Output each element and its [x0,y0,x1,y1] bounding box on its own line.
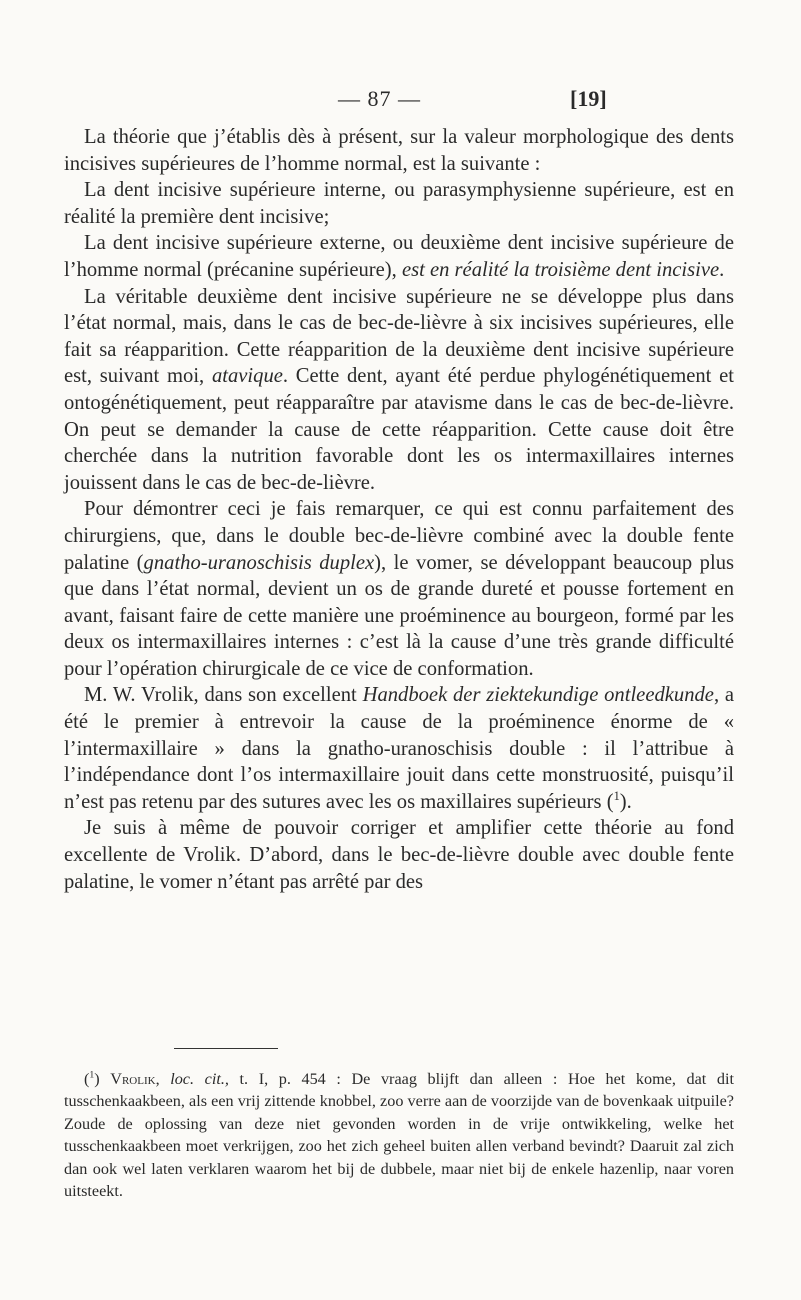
paragraph: M. W. Vrolik, dans son excellent Handboek der ziektekundige ontleedkunde, a été le premier à entrevoir la cause de la proéminence énorme de « l’intermaxillaire » dans la gnatho-uranoschisis double : il l’attribue à l’indépendance dont l’os intermaxillaire jouit dans cette monstruosité, puisqu’il n’est pas retenu par des sutures avec les os maxillaires supérieurs ($^1$). [64,684,735,813]
paragraph: Je suis à même de pouvoir corriger et amplifier cette théorie au fond excellente de Vrolik. D’abord, dans le bec-de-lièvre double avec double fente palatine, le vomer n’étant pas arrêté par des [64,817,734,893]
footnote-author: Vrolik [110,1070,156,1088]
emphasis: gnatho-uranoschisis duplex [143,551,375,574]
page-number: — 87 — [338,86,421,111]
paragraph: La théorie que j’établis dès à présent, sur la valeur morphologique des dents incisives supérieures de l’homme normal, est la suivante : [64,126,734,175]
section-number: [19] [570,86,607,111]
footnote [64,1068,734,1202]
page-header [0,86,801,120]
emphasis: atavique [211,365,283,388]
footnote-text: ($^1$) Vrolik, loc. cit., t. I, p. 454 : De vraag blijft dan alleen : Hoe het kome, dat dit tusschenkaakbeen, als een vrij zittende knobbel, zoo verre aan de voorzijde van de bovenkaak uitpuile? Zoude de oplossing van deze niet gevonden worden in de vrije ontwikkeling, welke het tusschenkaakbeen moet verkrijgen, zoo het zich geheel buiten allen verband bevindt? Daaruit zal zich dan ook wel laten verklaren waarom het bij de dubbele, maar niet bij de enkele hazenlip, naar voren uitsteekt. [64,1069,734,1201]
body-text [64,124,734,895]
footnote-marker: 1 [89,1069,95,1081]
paragraph: Pour démontrer ceci je fais remarquer, ce qui est connu parfaitement des chirurgiens, que, dans le double bec-de-lièvre combiné avec la double fente palatine (gnatho-uranoschisis duplex), le vomer, se développant beaucoup plus que dans l’état normal, devient un os de grande dureté et pousse fortement en avant, faisant faire de cette manière une proéminence au bourgeon, formé par les deux os intermaxillaires internes : c’est là la cause d’une très grande difficulté pour l’opération chirurgicale de ce vice de conformation. [64,498,735,680]
footnote-divider [174,1048,278,1049]
paragraph: La dent incisive supérieure interne, ou parasymphysienne supérieure, est en réalité la première dent incisive; [64,179,734,228]
paragraph: La dent incisive supérieure externe, ou deuxième dent incisive supérieure de l’homme normal (précanine supérieure), est en réalité la troisième dent incisive. [64,232,734,281]
footnote-reference: 1 [613,788,620,803]
book-title: Handboek der ziektekundige ontleedkunde [362,684,714,707]
emphasis: est en réalité la troisième dent incisive [401,258,720,281]
footnote-reference-italic: loc. cit., [170,1070,229,1088]
paragraph: La véritable deuxième dent incisive supérieure ne se développe plus dans l’état normal, mais, dans le cas de bec-de-lièvre à six incisives supérieures, elle fait sa réapparition. Cette réapparition de la deuxième dent incisive supérieure est, suivant moi, atavique. Cette dent, ayant été perdue phylogénétiquement et ontogénétiquement, peut réapparaître par atavisme dans le cas de bec-de-lièvre. On peut se demander la cause de cette réapparition. Cette cause doit être cherchée dans la nutrition favorable dont les os intermaxillaires internes jouissent dans le cas de bec-de-lièvre. [64,285,734,494]
